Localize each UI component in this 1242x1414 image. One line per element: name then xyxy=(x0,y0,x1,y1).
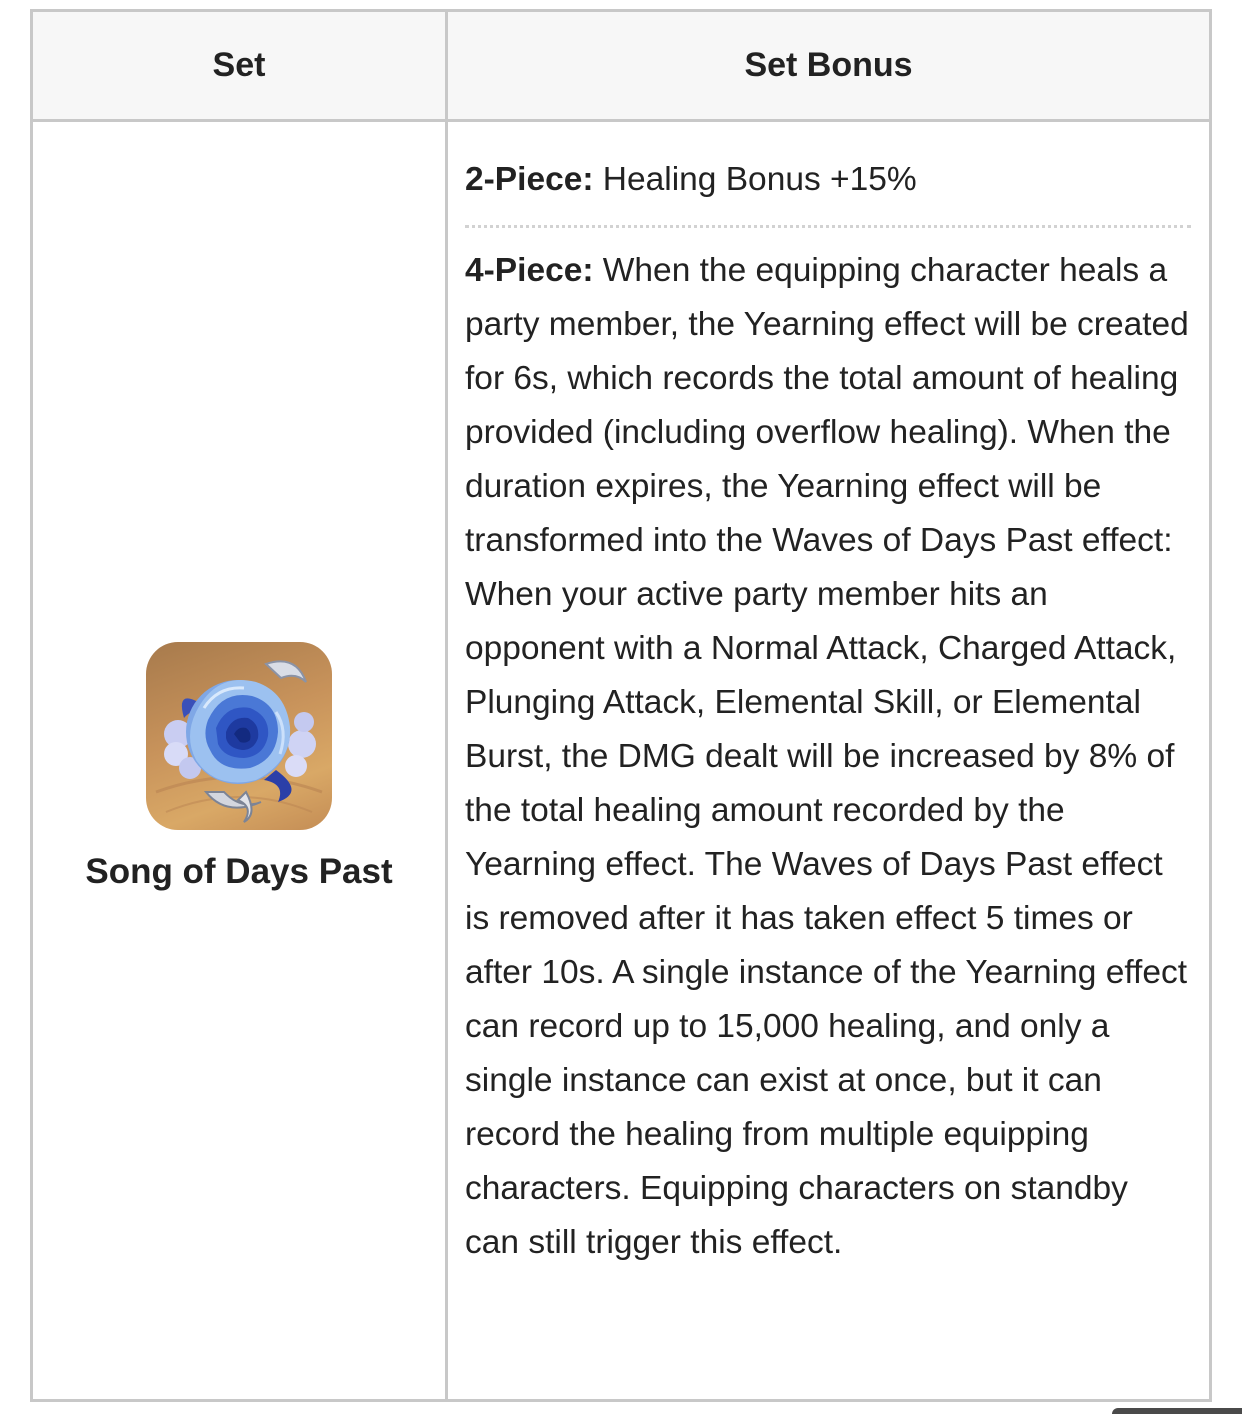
two-piece-text: Healing Bonus +15% xyxy=(593,161,917,198)
artifact-set-table xyxy=(30,9,1212,1402)
header-set-bonus: Set Bonus xyxy=(447,11,1211,121)
set-cell xyxy=(32,121,447,1401)
four-piece-bonus xyxy=(465,228,1191,1270)
header-set: Set xyxy=(32,11,447,121)
set-bonus-cell xyxy=(447,121,1211,1401)
scroll-indicator[interactable] xyxy=(1112,1408,1242,1414)
four-piece-text: When the equipping character heals a party member, the Yearning effect will be created for 6s, which records the total amount of healing provided (including overflow healing). When the duration expires, the Yearning effect will be transformed into the Waves of Days Past effect: When your active party member hits an opponent with a Normal Attack, Charged Attack, Plunging Attack, Elemental Skill, or Elemental Burst, the DMG dealt will be increased by 8% of the total healing amount recorded by the Yearning effect. The Waves of Days Past effect is removed after it has taken effect 5 times or after 10s. A single instance of the Yearning effect can record up to 15,000 healing, and only a single instance can exist at once, but it can record the healing from multiple equipping characters. Equipping characters on standby can still trigger this effect. xyxy=(465,252,1189,1261)
set-name: Song of Days Past xyxy=(85,851,393,891)
two-piece-label: 2-Piece: xyxy=(465,161,594,198)
blue-rose-artifact-icon[interactable] xyxy=(146,642,332,830)
four-piece-label: 4-Piece: xyxy=(465,252,594,289)
two-piece-bonus xyxy=(465,122,1191,228)
table-header-row xyxy=(32,11,1211,121)
table-row xyxy=(32,121,1211,1401)
